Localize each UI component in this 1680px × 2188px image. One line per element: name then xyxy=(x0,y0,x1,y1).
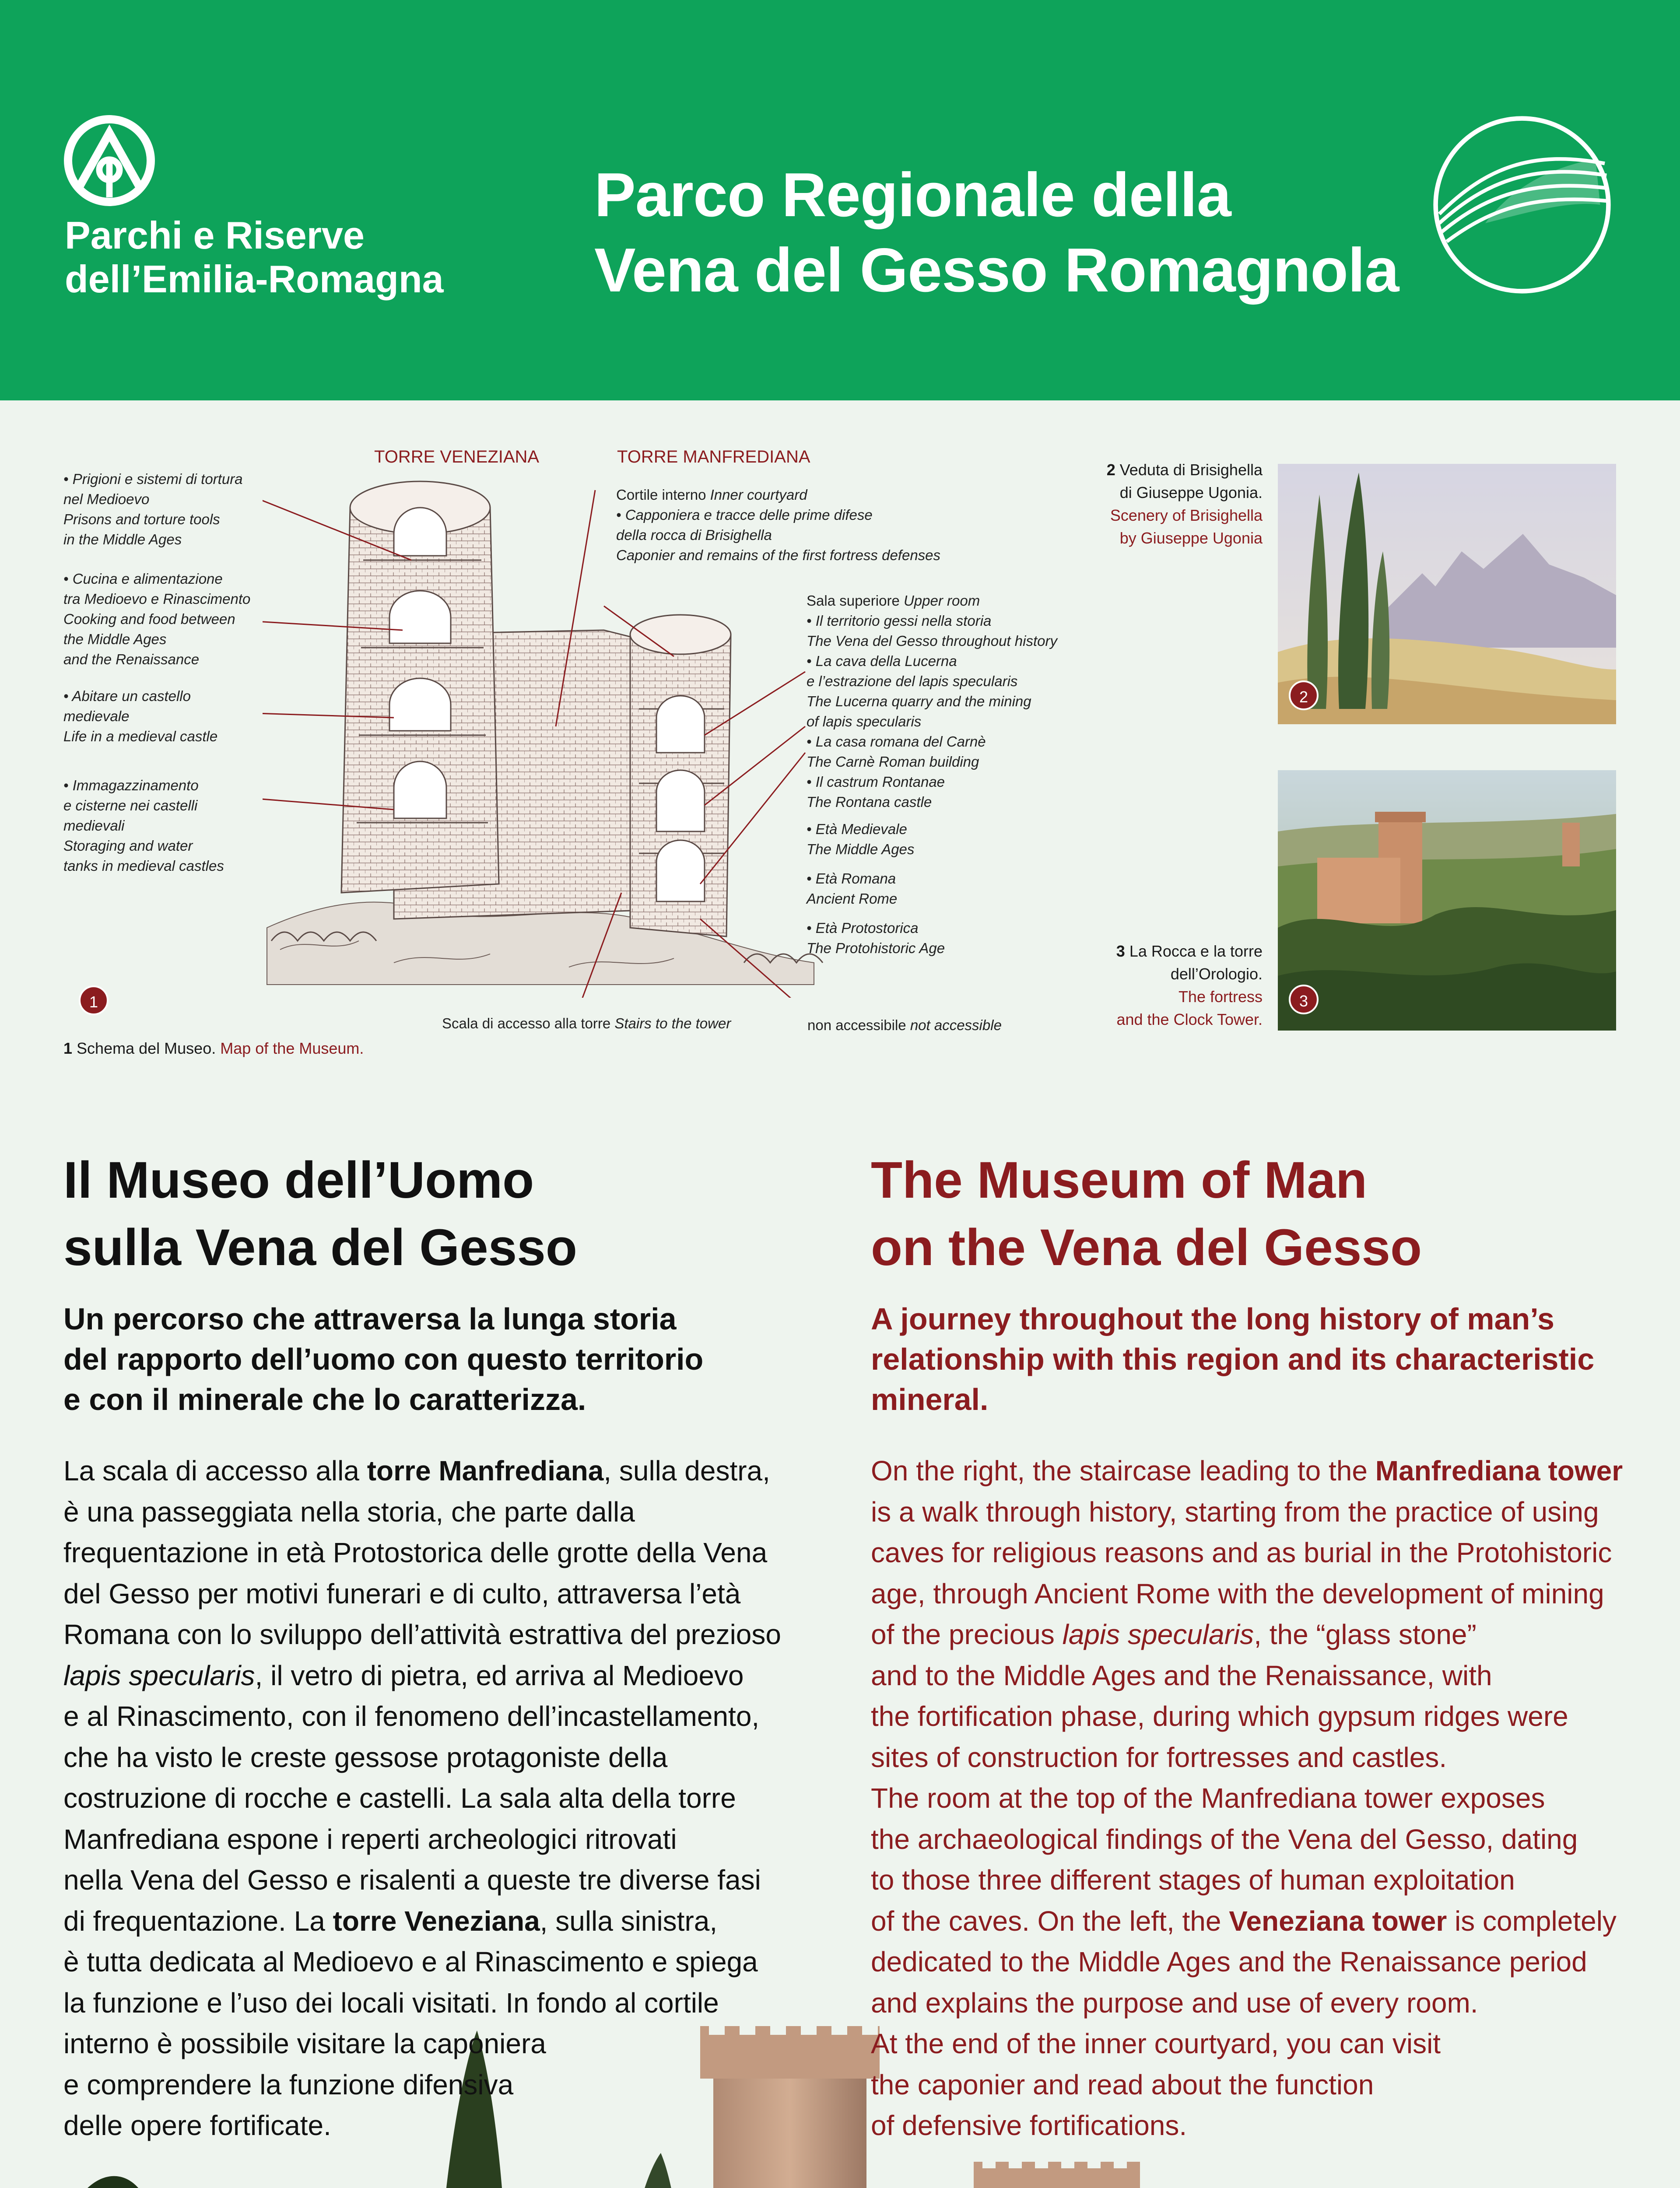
photo2-marker: 2 xyxy=(1289,680,1319,710)
photo2-caption: 2 Veduta di Brisighella di Giuseppe Ugonia. Scenery of Brisighella by Giuseppe Ugonia xyxy=(1106,461,1263,547)
header-banner xyxy=(0,0,1680,400)
park-title: Parco Regionale della Vena del Gesso Romagnola xyxy=(594,160,1399,305)
italian-heading: Il Museo dell’Uomo sulla Vena del Gesso xyxy=(63,1151,578,1276)
photo3-marker: 3 xyxy=(1289,985,1319,1014)
org-name: Parchi e Riserve dell’Emilia-Romagna xyxy=(65,214,444,301)
english-lead: A journey throughout the long history of man’s relationship with this region and its characteristic mineral. xyxy=(871,1302,1595,1417)
note-not-accessible: non accessibile not accessible xyxy=(807,1017,1002,1033)
note-courtyard: Cortile interno Inner courtyard • Capponiera e tracce delle prime difese della rocca di Brisighella Caponier and remains of the first fortress defenses xyxy=(616,487,941,563)
note-storage: • Immagazzinamento e cisterne nei castelli medievali Storaging and water tanks in medieval castles xyxy=(63,777,224,874)
photo-fortress-clocktower xyxy=(1278,770,1616,1031)
parchi-logo-icon xyxy=(63,115,155,207)
tower-veneziana-label: TORRE VENEZIANA xyxy=(374,447,540,466)
diagram-caption: 1 Schema del Museo. Map of the Museum. xyxy=(63,1039,364,1057)
tower-manfrediana-label: TORRE MANFREDIANA xyxy=(617,447,810,466)
note-upper-room: Sala superiore Upper room • Il territorio gessi nella storia The Vena del Gesso throughout history • La cava della Lucerna e l’estrazione del lapis specularis The Lucerna quarry and the mining of lapis specularis • La casa romana del Carnè The Carnè Roman building • Il castrum Rontanae The Rontana castle xyxy=(807,593,1057,810)
note-cooking: • Cucina e alimentazione tra Medioevo e Rinascimento Cooking and food between the Middle Ages and the Renaissance xyxy=(63,571,251,667)
diagram-marker: 1 xyxy=(79,985,109,1015)
photo3-caption: 3 La Rocca e la torre dell’Orologio. The fortress and the Clock Tower. xyxy=(1116,942,1263,1028)
note-prisons: • Prigioni e sistemi di tortura nel Medioevo Prisons and torture tools in the Middle Ages xyxy=(63,471,243,547)
english-body: On the right, the staircase leading to the Manfrediana tower is a walk through history, starting from the practice of using caves for religious reasons and as burial in the Protohistoric age, through Ancient Rome with the development of mining of the precious lapis specularis, the “glass stone” and to the Middle Ages and the Renaissance, with the fortification phase, during which gypsum ridges were sites of construction for fortresses and castles. The room at the top of the Manfrediana tower exposes the archaeological findings of the Vena del Gesso, dating to those three different stages of human exploitation of the caves. On the left, the Veneziana tower is completely dedicated to the Middle Ages and the Renaissance period and explains the purpose and use of every room. At the end of the inner courtyard, you can visit the caponier and read about the function of defensive fortifications. xyxy=(871,1455,1623,2141)
note-age-protohistoric: • Età Protostorica The Protohistoric Age xyxy=(807,920,945,956)
note-life-castle: • Abitare un castello medievale Life in a medieval castle xyxy=(63,688,218,744)
italian-lead: Un percorso che attraversa la lunga storia del rapporto dell’uomo con questo territorio e con il minerale che lo caratterizza. xyxy=(63,1302,704,1417)
painting-brisighella xyxy=(1278,464,1616,724)
english-heading: The Museum of Man on the Vena del Gesso xyxy=(871,1151,1422,1276)
note-stairs: Scala di accesso alla torre Stairs to the tower xyxy=(442,1015,731,1031)
italian-body: La scala di accesso alla torre Manfrediana, sulla destra, è una passeggiata nella storia, che parte dalla frequentazione in età Protostorica delle grotte della Vena del Gesso per motivi funerari e di culto, attraversa l’età Romana con lo sviluppo dell’attività estrattiva del prezioso lapis specularis, il vetro di pietra, ed arriva al Medioevo e al Rinascimento, con il fenomeno dell’incastellamento, che ha visto le creste gessose protagoniste della costruzione di rocche e castelli. La sala alta della torre Manfrediana espone i reperti archeologici ritrovati nella Vena del Gesso e risalenti a queste tre diverse fasi di frequentazione. La torre Veneziana, sulla sinistra, è tutta dedicata al Medioevo e al Rinascimento e spiega la funzione e l’uso dei locali visitati. In fondo al cortile interno è possibile visitare la caponiera e comprendere la funzione difensiva delle opere fortificate. xyxy=(63,1455,781,2141)
note-age-medieval: • Età Medievale The Middle Ages xyxy=(807,821,915,857)
park-emblem-icon xyxy=(1430,113,1614,297)
note-age-roman: • Età Romana Ancient Rome xyxy=(807,870,898,907)
